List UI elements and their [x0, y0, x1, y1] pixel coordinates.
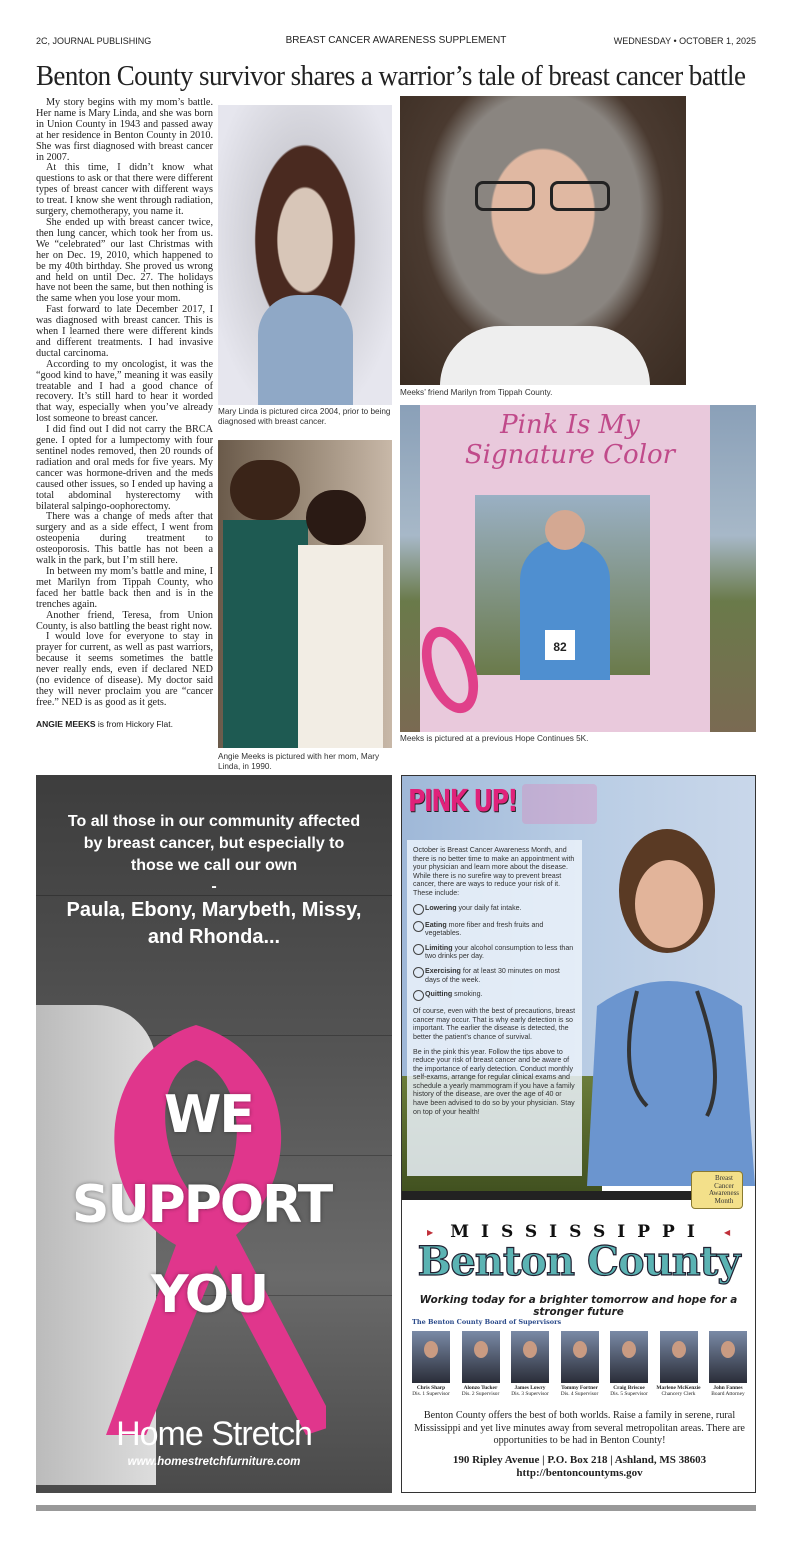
- we-text: WE: [164, 1085, 253, 1145]
- circle-icon: [413, 944, 424, 955]
- article-body: [36, 98, 213, 730]
- supervisor-card: John Fannes Board Attorney: [705, 1331, 751, 1397]
- author-bio-text: is from Hickory Flat.: [95, 718, 173, 729]
- benton-county-ad: [401, 775, 756, 1493]
- article-paragraph: I would love for everyone to stay in prayer for current, as well as past warriors, because it seems sometimes the battle never really ends, even if declared NED (no evidence of disease). My doctor said they will never proclaim you are “cancer free.” NED is as good as it gets.: [36, 631, 213, 708]
- circle-icon: [413, 967, 424, 978]
- state-name: MISSISSIPPI: [450, 1222, 707, 1242]
- county-address: 190 Ripley Avenue | P.O. Box 218 | Ashland, MS 38603: [452, 1453, 707, 1466]
- supervisor-photo: [462, 1331, 500, 1383]
- supervisor-card: Alonzo Tucker Dis. 2 Supervisor: [458, 1331, 504, 1397]
- triangle-icon: ▶: [427, 1228, 434, 1237]
- title-shadow-decoration: [522, 784, 597, 824]
- support-text: SUPPORT: [72, 1175, 332, 1235]
- supervisor-card: Tommy Fortner Dis. 4 Supervisor: [557, 1331, 603, 1397]
- photo-mary-linda: [218, 105, 392, 405]
- county-description: Benton County offers the best of both worlds. Raise a family in serene, rural Mississippi and yet live minutes away from several metropolitan areas. There are opportunities to be had in Benton County!: [414, 1410, 745, 1446]
- circle-icon: [413, 990, 424, 1001]
- circle-icon: [413, 921, 424, 932]
- pink-up-panel: [402, 776, 755, 1186]
- photo-hope-5k: [400, 405, 756, 732]
- issue-date: WEDNESDAY • OCTOBER 1, 2025: [613, 36, 756, 46]
- supervisor-card: Craig Briscoe Dis. 5 Supervisor: [606, 1331, 652, 1397]
- supervisor-photo: [660, 1331, 698, 1383]
- ad-message-names: Paula, Ebony, Marybeth, Missy, and Rhonda...: [66, 899, 362, 948]
- article-paragraph: I did find out I did not carry the BRCA gene. I opted for a lumpectomy with four sentinel nodes removed, then 20 rounds of radiation and oral meds for five years. My cancer was hormone-driven and the meds caused other issues, so I ended up having a total abdominal hysterectomy with bilateral salpingo-oophorectomy.: [36, 424, 213, 512]
- section-name: BREAST CANCER AWARENESS SUPPLEMENT: [285, 35, 507, 46]
- supervisor-photo: [511, 1331, 549, 1383]
- tips-intro: October is Breast Cancer Awareness Month, and there is no better time to make an appointment with your physician and learn more about the disease. While there is no surefire way to prevent breast cancer, there are ways to reduce your risk of it. These include:: [413, 846, 575, 897]
- tip-item: Lowering your daily fat intake.: [413, 904, 576, 915]
- county-name: Benton County: [417, 1238, 740, 1285]
- ad-message-intro: To all those in our community affected by breast cancer, but especially to those we call our own: [67, 813, 361, 874]
- caption-marilyn: Meeks’ friend Marilyn from Tippah County.: [400, 388, 553, 397]
- ad-dash: -: [211, 878, 217, 895]
- caption-hope-5k: Meeks is pictured at a previous Hope Continues 5K.: [400, 734, 589, 743]
- supervisor-photo: [561, 1331, 599, 1383]
- homestretch-url[interactable]: www.homestretchfurniture.com: [127, 1456, 301, 1468]
- photo-mother-daughter: [218, 440, 392, 748]
- you-text: YOU: [151, 1265, 268, 1325]
- supervisor-photo: [610, 1331, 648, 1383]
- article-paragraph: At this time, I didn’t know what questions to ask or that there were different types of breast cancer with different ways to treat. I know she went through radiation, surgery, chemotherapy, you name it.: [36, 162, 213, 218]
- supervisors-list: [408, 1331, 751, 1397]
- tips-para-detection: Of course, even with the best of precautions, breast cancer may occur. That is why early detection is so important. The earlier the disease is detected, the better the patient’s chance of survival.: [413, 1007, 576, 1041]
- article-paragraph: Fast forward to late December 2017, I was diagnosed with breast cancer. This is when I learned there were different kinds and different treatments. I had invasive ductal carcinoma.: [36, 304, 213, 359]
- supervisor-card: Chris Sharp Dis. 1 Supervisor: [408, 1331, 454, 1397]
- homestretch-logo: Home Stretch: [116, 1415, 312, 1453]
- caption-mother-daughter: Angie Meeks is pictured with her mom, Mary Linda, in 1990.: [218, 752, 380, 771]
- author-bio: [36, 719, 213, 730]
- tip-item: Exercising for at least 30 minutes on most days of the week.: [413, 967, 576, 984]
- supervisor-card: Marlene McKenzie Chancery Clerk: [656, 1331, 702, 1397]
- page-folio: 2C, JOURNAL PUBLISHING: [36, 36, 152, 46]
- photo-marilyn: [400, 96, 686, 385]
- caption-mary-linda: Mary Linda is pictured circa 2004, prior to being diagnosed with breast cancer.: [218, 407, 391, 426]
- tips-para-pink: Be in the pink this year. Follow the tips above to reduce your risk of breast cancer and be aware of the importance of early detection. Conduct monthly self-exams, arrange for regular clinical exams and schedule a yearly mammogram if you have a family history of the disease, are over the age of 40 or have been advised to do so by your physician. Stay on top of your health!: [413, 1047, 575, 1116]
- supervisor-card: James Lowry Dis. 3 Supervisor: [507, 1331, 553, 1397]
- nurse-image: [577, 816, 755, 1186]
- awareness-badge: Breast Cancer Awareness Month: [691, 1171, 743, 1209]
- article-paragraph: There was a change of meds after that surgery and as a side effect, I went from osteopenia during treatment to osteoporosis. This battle has not been a walk in the park, but I’m still here.: [36, 511, 213, 567]
- tips-box: [407, 840, 582, 1176]
- article-paragraph: According to my oncologist, it was the “good kind to have,” meaning it was easily treatable and I had a good chance of recovery. It’s still hard to hear it worded that way, especially when you’ve already lost someone to breast cancer.: [36, 358, 213, 425]
- race-bib: 82: [545, 630, 575, 660]
- triangle-icon: ◀: [724, 1228, 731, 1237]
- pink-up-title: PINK UP!: [408, 784, 517, 819]
- article-paragraph: Another friend, Teresa, from Union County, is also battling the beast right now.: [36, 609, 213, 632]
- county-website[interactable]: http://bentoncountyms.gov: [516, 1466, 643, 1479]
- article-headline: Benton County survivor shares a warrior’s tale of breast cancer battle: [36, 60, 746, 92]
- supervisor-photo: [709, 1331, 747, 1383]
- sign-line-2: Signature Color: [464, 440, 676, 470]
- footer-rule: [36, 1505, 756, 1511]
- supervisor-photo: [412, 1331, 450, 1383]
- homestretch-ad: [36, 775, 392, 1493]
- author-name: ANGIE MEEKS: [36, 718, 96, 729]
- tip-item: Limiting your alcohol consumption to less than two drinks per day.: [413, 944, 576, 961]
- sign-line-1: Pink Is My: [500, 410, 640, 440]
- article-paragraph: In between my mom’s battle and mine, I met Marilyn from Tippah County, who faced her battle back then and is in the trenches again.: [36, 565, 213, 610]
- article-paragraph: My story begins with my mom’s battle. Her name is Mary Linda, and she was born in Union County in 1943 and passed away at her residence in Benton County in 2010. She was first diagnosed with breast cancer in 2007.: [36, 97, 213, 163]
- county-slogan: Working today for a brighter tomorrow and hope for a stronger future: [419, 1294, 738, 1318]
- tip-item: Quitting smoking.: [413, 990, 576, 1001]
- board-title: The Benton County Board of Supervisors: [412, 1318, 562, 1326]
- article-paragraph: She ended up with breast cancer twice, then lung cancer, which took her from us. We “celebrated” our last Christmas with her on Dec. 19, 2010, which happened to be my 40th birthday. She proved us wrong and held on until Dec. 27. The holidays have not been the same, but then nothing is the same when you lose your mom.: [36, 216, 213, 305]
- circle-icon: [413, 904, 424, 915]
- ad-message: [36, 811, 392, 951]
- tip-item: Eating more fiber and fresh fruits and vegetables.: [413, 921, 576, 938]
